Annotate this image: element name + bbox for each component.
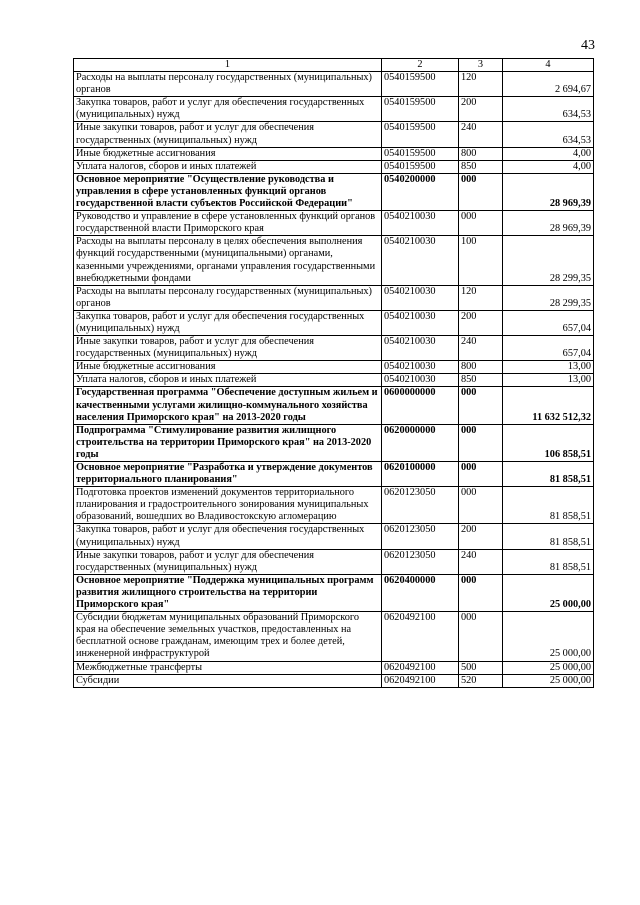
row-code: 0540210030 xyxy=(382,236,459,285)
row-type: 000 xyxy=(459,387,503,424)
row-amount: 2 694,67 xyxy=(503,72,594,97)
row-amount: 25 000,00 xyxy=(503,574,594,611)
row-type: 850 xyxy=(459,160,503,173)
row-type: 000 xyxy=(459,173,503,210)
row-type: 120 xyxy=(459,72,503,97)
row-name: Основное мероприятие "Поддержка муниципальных программ развития жилищного строительства на территории Приморского края" xyxy=(74,574,382,611)
row-code: 0540210030 xyxy=(382,211,459,236)
table-row xyxy=(74,285,594,310)
table-row xyxy=(74,97,594,122)
row-code: 0620492100 xyxy=(382,612,459,661)
row-name: Иные бюджетные ассигнования xyxy=(74,147,382,160)
row-type: 240 xyxy=(459,549,503,574)
row-amount: 106 858,51 xyxy=(503,424,594,461)
table-row xyxy=(74,310,594,335)
row-name: Иные закупки товаров, работ и услуг для обеспечения государственных (муниципальных) нужд xyxy=(74,549,382,574)
row-amount: 28 969,39 xyxy=(503,173,594,210)
row-code: 0540210030 xyxy=(382,361,459,374)
row-name: Иные закупки товаров, работ и услуг для обеспечения государственных (муниципальных) нужд xyxy=(74,336,382,361)
row-amount: 81 858,51 xyxy=(503,524,594,549)
row-name: Иные закупки товаров, работ и услуг для обеспечения государственных (муниципальных) нужд xyxy=(74,122,382,147)
table-body xyxy=(74,72,594,688)
row-type: 000 xyxy=(459,574,503,611)
row-code: 0540210030 xyxy=(382,285,459,310)
row-type: 240 xyxy=(459,336,503,361)
budget-table xyxy=(73,58,594,688)
row-amount: 13,00 xyxy=(503,361,594,374)
table-row xyxy=(74,387,594,424)
row-type: 240 xyxy=(459,122,503,147)
table-row xyxy=(74,661,594,674)
row-code: 0540159500 xyxy=(382,72,459,97)
table-row xyxy=(74,487,594,524)
row-name: Уплата налогов, сборов и иных платежей xyxy=(74,160,382,173)
row-code: 0620123050 xyxy=(382,487,459,524)
table-row xyxy=(74,147,594,160)
row-code: 0620000000 xyxy=(382,424,459,461)
table-row xyxy=(74,424,594,461)
table-row xyxy=(74,72,594,97)
row-name: Закупка товаров, работ и услуг для обеспечения государственных (муниципальных) нужд xyxy=(74,524,382,549)
table-row xyxy=(74,524,594,549)
row-type: 100 xyxy=(459,236,503,285)
row-code: 0620492100 xyxy=(382,674,459,687)
row-name: Межбюджетные трансферты xyxy=(74,661,382,674)
row-name: Уплата налогов, сборов и иных платежей xyxy=(74,374,382,387)
row-code: 0620400000 xyxy=(382,574,459,611)
row-code: 0620492100 xyxy=(382,661,459,674)
row-code: 0540210030 xyxy=(382,336,459,361)
row-amount: 657,04 xyxy=(503,310,594,335)
table-row xyxy=(74,612,594,661)
table-row xyxy=(74,574,594,611)
row-code: 0540200000 xyxy=(382,173,459,210)
header-row xyxy=(74,59,594,72)
table-row xyxy=(74,160,594,173)
row-name: Закупка товаров, работ и услуг для обеспечения государственных (муниципальных) нужд xyxy=(74,310,382,335)
row-name: Закупка товаров, работ и услуг для обеспечения государственных (муниципальных) нужд xyxy=(74,97,382,122)
row-name: Субсидии xyxy=(74,674,382,687)
table-row xyxy=(74,173,594,210)
row-amount: 25 000,00 xyxy=(503,612,594,661)
table-row xyxy=(74,549,594,574)
row-amount: 28 969,39 xyxy=(503,211,594,236)
row-amount: 81 858,51 xyxy=(503,487,594,524)
row-type: 200 xyxy=(459,524,503,549)
row-name: Расходы на выплаты персоналу в целях обеспечения выполнения функций государственными (муниципальными) органами, казенными учреждениями, органами управления государственными внебюджетными фондами xyxy=(74,236,382,285)
row-code: 0540210030 xyxy=(382,310,459,335)
row-name: Руководство и управление в сфере установленных функций органов государственной власти Приморского края xyxy=(74,211,382,236)
row-name: Расходы на выплаты персоналу государственных (муниципальных) органов xyxy=(74,72,382,97)
row-amount: 634,53 xyxy=(503,97,594,122)
table-row xyxy=(74,122,594,147)
row-type: 000 xyxy=(459,424,503,461)
row-code: 0540159500 xyxy=(382,122,459,147)
row-amount: 4,00 xyxy=(503,160,594,173)
row-type: 000 xyxy=(459,487,503,524)
row-amount: 657,04 xyxy=(503,336,594,361)
row-amount: 81 858,51 xyxy=(503,462,594,487)
row-amount: 25 000,00 xyxy=(503,674,594,687)
row-amount: 28 299,35 xyxy=(503,236,594,285)
row-amount: 81 858,51 xyxy=(503,549,594,574)
table-row xyxy=(74,336,594,361)
row-code: 0540159500 xyxy=(382,160,459,173)
row-amount: 11 632 512,32 xyxy=(503,387,594,424)
row-amount: 28 299,35 xyxy=(503,285,594,310)
row-code: 0620123050 xyxy=(382,524,459,549)
row-type: 000 xyxy=(459,462,503,487)
row-code: 0620100000 xyxy=(382,462,459,487)
row-type: 800 xyxy=(459,361,503,374)
row-amount: 4,00 xyxy=(503,147,594,160)
table-row xyxy=(74,211,594,236)
row-amount: 13,00 xyxy=(503,374,594,387)
table-header xyxy=(74,59,594,72)
table-row xyxy=(74,361,594,374)
header-col-3: 3 xyxy=(459,59,503,72)
row-name: Основное мероприятие "Осуществление руководства и управления в сфере установленных функций органов государственной власти субъектов Российской Федерации" xyxy=(74,173,382,210)
table-row xyxy=(74,462,594,487)
row-type: 500 xyxy=(459,661,503,674)
row-name: Подготовка проектов изменений документов территориального планирования и градостроительного зонирования муниципальных образований, вошедших во Владивостокскую агломерацию xyxy=(74,487,382,524)
row-type: 200 xyxy=(459,97,503,122)
row-name: Иные бюджетные ассигнования xyxy=(74,361,382,374)
row-type: 120 xyxy=(459,285,503,310)
row-name: Подпрограмма "Стимулирование развития жилищного строительства на территории Приморского края" на 2013-2020 годы xyxy=(74,424,382,461)
header-col-1: 1 xyxy=(74,59,382,72)
table-row xyxy=(74,236,594,285)
row-type: 200 xyxy=(459,310,503,335)
row-type: 520 xyxy=(459,674,503,687)
table-row xyxy=(74,674,594,687)
row-type: 000 xyxy=(459,211,503,236)
row-name: Субсидии бюджетам муниципальных образований Приморского края на обеспечение земельных участков, предоставленных на бесплатной основе гражданам, имеющим трех и более детей, инженерной инфраструктурой xyxy=(74,612,382,661)
row-code: 0540210030 xyxy=(382,374,459,387)
table-row xyxy=(74,374,594,387)
row-type: 800 xyxy=(459,147,503,160)
row-amount: 25 000,00 xyxy=(503,661,594,674)
row-code: 0540159500 xyxy=(382,147,459,160)
row-type: 850 xyxy=(459,374,503,387)
row-name: Расходы на выплаты персоналу государственных (муниципальных) органов xyxy=(74,285,382,310)
row-type: 000 xyxy=(459,612,503,661)
page-number: 43 xyxy=(581,38,595,53)
row-code: 0620123050 xyxy=(382,549,459,574)
header-col-4: 4 xyxy=(503,59,594,72)
row-amount: 634,53 xyxy=(503,122,594,147)
row-name: Государственная программа "Обеспечение доступным жильем и качественными услугами жилищно-коммунального хозяйства населения Приморского края" на 2013-2020 годы xyxy=(74,387,382,424)
header-col-2: 2 xyxy=(382,59,459,72)
row-name: Основное мероприятие "Разработка и утверждение документов территориального планирования" xyxy=(74,462,382,487)
row-code: 0600000000 xyxy=(382,387,459,424)
row-code: 0540159500 xyxy=(382,97,459,122)
